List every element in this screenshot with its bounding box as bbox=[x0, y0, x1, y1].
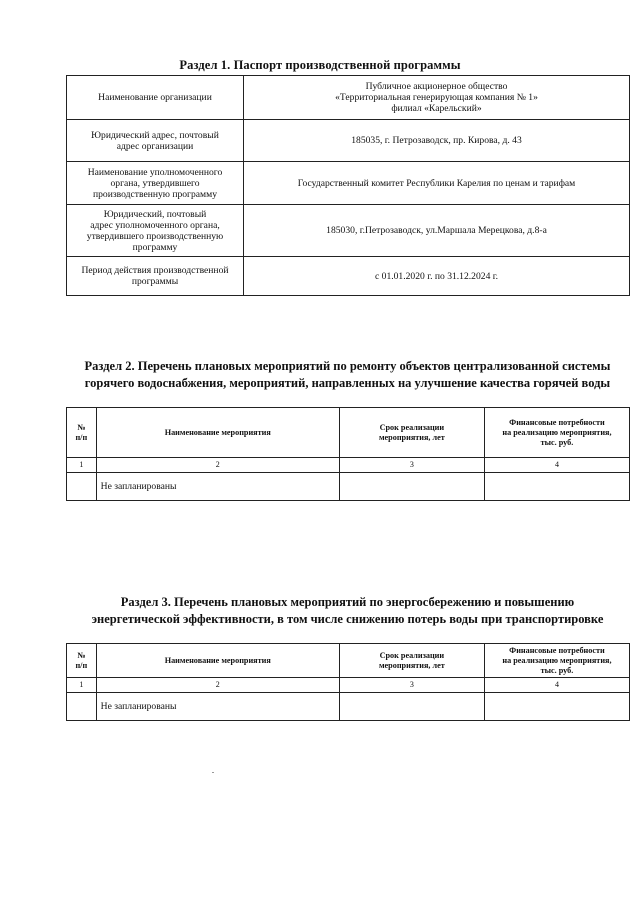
col-number-header-line-1: № bbox=[77, 422, 86, 432]
authority-name-label-line-1: Наименование уполномоченного bbox=[87, 166, 223, 178]
table-row bbox=[67, 76, 630, 120]
col-period-header-line-1: Срок реализации bbox=[379, 422, 445, 432]
row-period-cell bbox=[339, 693, 484, 721]
authority-address-label-line-2: адрес уполномоченного органа, bbox=[90, 219, 220, 231]
org-name-label: Наименование организации bbox=[67, 76, 244, 120]
section-2-title-line-1: Раздел 2. Перечень плановых мероприятий по ремонту объектов централизованной системы bbox=[84, 359, 611, 373]
section-3-title-line-1: Раздел 3. Перечень плановых мероприятий по энергосбережению и повышению bbox=[120, 595, 575, 609]
section-3-title-line-2: энергетической эффективности, в том числе снижению потерь воды при транспортировке bbox=[91, 612, 604, 626]
row-name-cell: Не запланированы bbox=[96, 473, 339, 501]
org-address-label bbox=[67, 120, 244, 162]
col-name-header: Наименование мероприятия bbox=[96, 644, 339, 678]
period-value: с 01.01.2020 г. по 31.12.2024 г. bbox=[244, 257, 630, 296]
table-header-row bbox=[67, 644, 630, 678]
index-cell: 3 bbox=[339, 678, 484, 693]
table-row bbox=[67, 693, 630, 721]
col-period-header-line-2: мероприятия, лет bbox=[378, 660, 445, 670]
org-name-line-3: филиал «Карельский» bbox=[391, 103, 482, 114]
col-finance-header-line-2: на реализацию мероприятия, bbox=[502, 427, 612, 437]
authority-name-label-line-3: производственную программу bbox=[93, 188, 217, 200]
row-finance-cell bbox=[484, 473, 629, 501]
authority-address-label-line-1: Юридический, почтовый bbox=[103, 208, 207, 220]
col-name-header: Наименование мероприятия bbox=[96, 408, 339, 458]
authority-address-label bbox=[67, 205, 244, 257]
section-2-title-line-2: горячего водоснабжения, мероприятий, направленных на улучшение качества горячей воды bbox=[84, 376, 611, 390]
col-finance-header bbox=[484, 408, 629, 458]
passport-table bbox=[66, 75, 630, 296]
col-finance-header-line-1: Финансовые потребности bbox=[509, 417, 605, 427]
col-period-header-line-2: мероприятия, лет bbox=[378, 432, 445, 442]
col-period-header bbox=[339, 644, 484, 678]
col-finance-header-line-3: тыс. руб. bbox=[540, 437, 574, 447]
index-cell: 1 bbox=[67, 678, 97, 693]
col-number-header-line-1: № bbox=[77, 650, 86, 660]
table-header-row bbox=[67, 408, 630, 458]
index-cell: 2 bbox=[96, 678, 339, 693]
authority-name-label bbox=[67, 162, 244, 205]
table-row bbox=[67, 205, 630, 257]
org-address-label-line-2: адрес организации bbox=[116, 140, 194, 152]
row-finance-cell bbox=[484, 693, 629, 721]
col-finance-header bbox=[484, 644, 629, 678]
row-number-cell bbox=[67, 693, 97, 721]
col-finance-header-line-2: на реализацию мероприятия, bbox=[502, 655, 612, 665]
authority-name-label-line-2: органа, утвердившего bbox=[110, 177, 200, 189]
table-row bbox=[67, 162, 630, 205]
row-period-cell bbox=[339, 473, 484, 501]
section-3-title bbox=[60, 594, 635, 628]
org-name-line-2: «Территориальная генерирующая компания № 1» bbox=[335, 92, 538, 103]
table-row bbox=[67, 257, 630, 296]
col-number-header bbox=[67, 408, 97, 458]
section-2-table bbox=[66, 407, 630, 501]
table-index-row bbox=[67, 458, 630, 473]
period-label-line-2: программы bbox=[131, 276, 179, 287]
index-cell: 1 bbox=[67, 458, 97, 473]
col-number-header-line-2: п/п bbox=[75, 660, 88, 670]
index-cell: 4 bbox=[484, 678, 629, 693]
org-name-value bbox=[244, 76, 630, 120]
org-address-value: 185035, г. Петрозаводск, пр. Кирова, д. 43 bbox=[244, 120, 630, 162]
authority-address-value: 185030, г.Петрозаводск, ул.Маршала Мерецкова, д.8-а bbox=[244, 205, 630, 257]
row-number-cell bbox=[67, 473, 97, 501]
period-label-line-1: Период действия производственной bbox=[81, 265, 229, 276]
col-finance-header-line-1: Финансовые потребности bbox=[509, 645, 605, 655]
index-cell: 2 bbox=[96, 458, 339, 473]
authority-address-label-line-4: программу bbox=[132, 241, 178, 253]
col-period-header bbox=[339, 408, 484, 458]
col-finance-header-line-3: тыс. руб. bbox=[540, 665, 574, 675]
section-3-table bbox=[66, 643, 630, 721]
authority-address-label-line-3: утвердившего производственную bbox=[86, 230, 224, 242]
index-cell: 3 bbox=[339, 458, 484, 473]
col-period-header-line-1: Срок реализации bbox=[379, 650, 445, 660]
table-index-row bbox=[67, 678, 630, 693]
row-name-cell: Не запланированы bbox=[96, 693, 339, 721]
org-name-line-1: Публичное акционерное общество bbox=[365, 81, 508, 92]
index-cell: 4 bbox=[484, 458, 629, 473]
table-row bbox=[67, 120, 630, 162]
col-number-header-line-2: п/п bbox=[75, 432, 88, 442]
period-label bbox=[67, 257, 244, 296]
col-number-header bbox=[67, 644, 97, 678]
section-1-title: Раздел 1. Паспорт производственной программы bbox=[179, 58, 461, 72]
table-row bbox=[67, 473, 630, 501]
authority-name-value: Государственный комитет Республики Карелия по ценам и тарифам bbox=[244, 162, 630, 205]
org-address-label-line-1: Юридический адрес, почтовый bbox=[91, 129, 219, 141]
scan-speck bbox=[212, 772, 214, 773]
section-2-title bbox=[60, 358, 635, 392]
